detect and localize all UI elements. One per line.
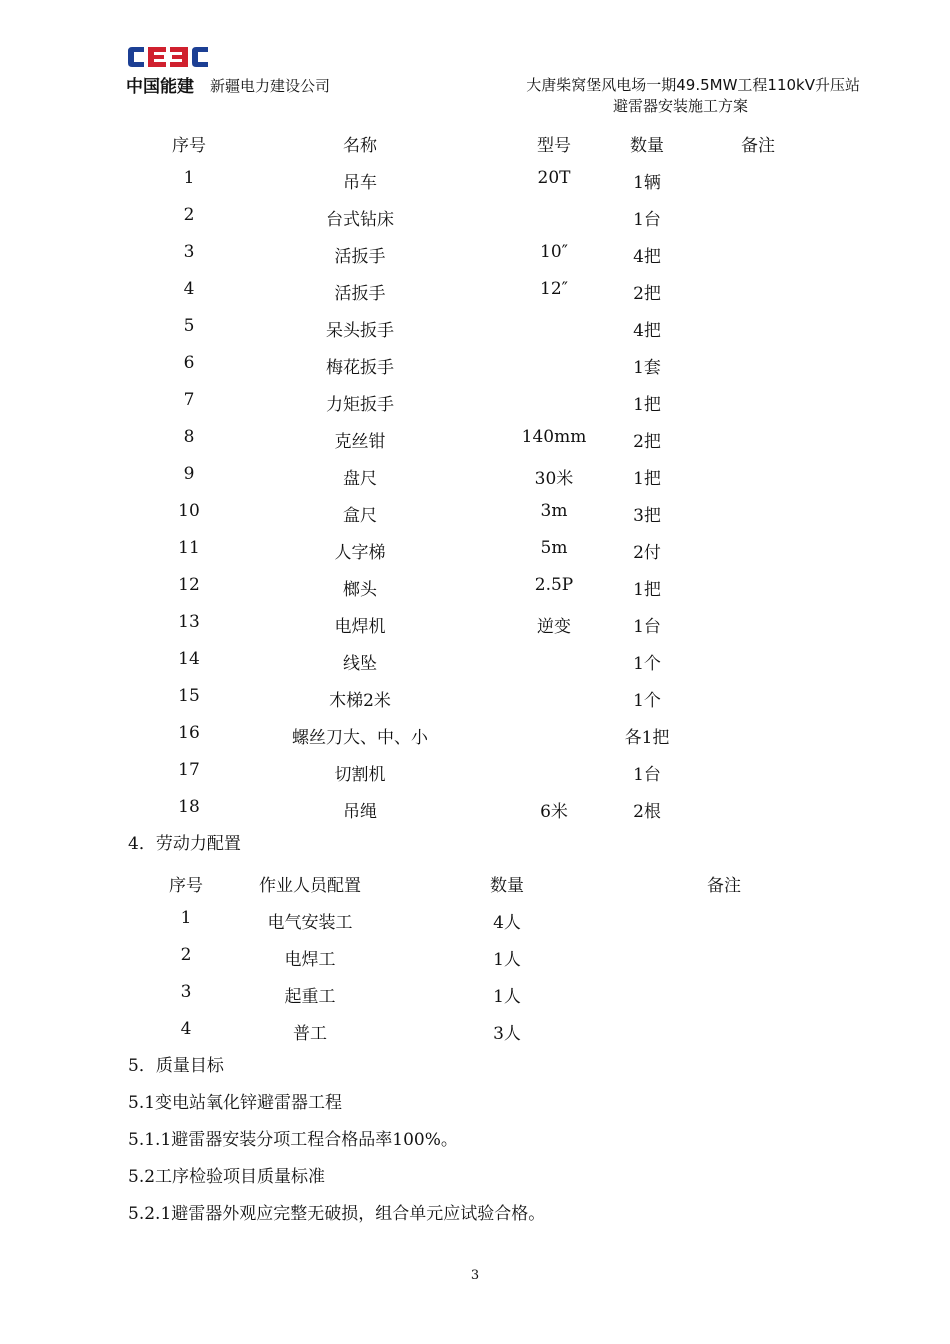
cell-model: 12″ (540, 279, 568, 299)
cell-no: 1 (180, 908, 192, 928)
cell-no: 2 (183, 205, 195, 225)
paragraph-5-1-1: 5.1.1避雷器安装分项工程合格品率100%。 (128, 1130, 458, 1150)
cell-name: 活扳手 (334, 247, 386, 267)
logo-chinese-name: 中国能建 (126, 77, 194, 97)
cell-model: 6米 (540, 802, 568, 822)
cell-name: 力矩扳手 (326, 395, 394, 415)
cell-staff: 电气安装工 (267, 913, 353, 933)
cell-no: 6 (183, 353, 195, 373)
cell-model: 140mm (521, 427, 587, 447)
cell-model: 20T (537, 168, 571, 188)
cell-qty: 4把 (633, 321, 661, 341)
cell-name: 盘尺 (343, 469, 377, 489)
section-4-title: 4．劳动力配置 (128, 834, 241, 854)
ceec-logo-icon (126, 44, 210, 70)
cell-no: 8 (183, 427, 195, 447)
col-header-qty: 数量 (630, 136, 664, 156)
page-header (126, 44, 860, 119)
table-row (128, 198, 848, 235)
col-header-remark: 备注 (707, 876, 741, 896)
cell-model: 10″ (540, 242, 568, 262)
cell-qty: 1把 (633, 395, 661, 415)
cell-no: 9 (183, 464, 195, 484)
cell-qty: 2付 (633, 543, 661, 563)
table-row (128, 642, 848, 679)
cell-name: 榔头 (343, 580, 377, 600)
cell-no: 2 (180, 945, 192, 965)
cell-no: 7 (183, 390, 195, 410)
table-row (128, 605, 848, 642)
cell-no: 4 (183, 279, 195, 299)
table-row (128, 938, 848, 975)
col-header-no: 序号 (172, 136, 206, 156)
table-row (128, 346, 848, 383)
cell-qty: 1人 (493, 987, 521, 1007)
cell-name: 螺丝刀大、中、小 (292, 728, 428, 748)
tools-table-body (128, 161, 848, 827)
cell-no: 13 (178, 612, 200, 632)
table-row (128, 975, 848, 1012)
cell-model: 3m (540, 501, 568, 521)
cell-no: 1 (183, 168, 195, 188)
cell-no: 18 (178, 797, 200, 817)
cell-qty: 1台 (633, 210, 661, 230)
cell-name: 切割机 (334, 765, 386, 785)
cell-name: 人字梯 (334, 543, 386, 563)
cell-qty: 4人 (493, 913, 521, 933)
col-header-qty: 数量 (490, 876, 524, 896)
table-row (128, 901, 848, 938)
cell-qty: 1个 (633, 654, 661, 674)
table-row (128, 568, 848, 605)
col-header-name: 名称 (343, 136, 377, 156)
table-row (128, 790, 848, 827)
cell-no: 4 (180, 1019, 192, 1039)
company-name: 新疆电力建设公司 (210, 77, 331, 95)
cell-name: 盒尺 (343, 506, 377, 526)
cell-qty: 1台 (633, 617, 661, 637)
tools-table (128, 124, 848, 827)
cell-staff: 普工 (293, 1024, 327, 1044)
table-row (128, 420, 848, 457)
table-row (128, 235, 848, 272)
table-row (128, 457, 848, 494)
labor-table-body (128, 901, 848, 1049)
cell-name: 克丝钳 (334, 432, 386, 452)
labor-table-header (128, 864, 848, 901)
paragraph-5-2-1: 5.2.1避雷器外观应完整无破损，组合单元应试验合格。 (128, 1204, 546, 1224)
cell-name: 活扳手 (334, 284, 386, 304)
col-header-staff: 作业人员配置 (259, 876, 361, 896)
cell-name: 电焊机 (334, 617, 386, 637)
cell-qty: 4把 (633, 247, 661, 267)
cell-name: 呆头扳手 (326, 321, 394, 341)
cell-no: 3 (183, 242, 195, 262)
cell-qty: 2把 (633, 284, 661, 304)
table-row (128, 531, 848, 568)
cell-staff: 电焊工 (284, 950, 336, 970)
table-row (128, 753, 848, 790)
table-row (128, 716, 848, 753)
col-header-no: 序号 (169, 876, 203, 896)
labor-table (128, 864, 848, 1049)
cell-no: 16 (178, 723, 200, 743)
cell-qty: 1套 (633, 358, 661, 378)
cell-qty: 1个 (633, 691, 661, 711)
project-title-line2: 避雷器安装施工方案 (612, 97, 748, 115)
cell-staff: 起重工 (284, 987, 336, 1007)
table-row (128, 494, 848, 531)
cell-model: 30米 (534, 469, 574, 489)
cell-qty: 各1把 (624, 728, 670, 748)
cell-name: 线坠 (343, 654, 377, 674)
cell-model: 5m (540, 538, 568, 558)
col-header-remark: 备注 (741, 136, 775, 156)
cell-qty: 2根 (633, 802, 661, 822)
cell-qty: 3把 (633, 506, 661, 526)
cell-no: 3 (180, 982, 192, 1002)
cell-no: 10 (178, 501, 200, 521)
table-row (128, 1012, 848, 1049)
paragraph-5-2: 5.2工序检验项目质量标准 (128, 1167, 326, 1187)
cell-no: 5 (183, 316, 195, 336)
cell-qty: 1把 (633, 469, 661, 489)
cell-qty: 3人 (493, 1024, 521, 1044)
table-row (128, 309, 848, 346)
cell-name: 台式钻床 (326, 210, 394, 230)
cell-name: 吊绳 (343, 802, 377, 822)
cell-name: 梅花扳手 (326, 358, 394, 378)
cell-qty: 1把 (633, 580, 661, 600)
ceec-logo (126, 44, 210, 97)
table-row (128, 383, 848, 420)
cell-no: 17 (178, 760, 200, 780)
col-header-model: 型号 (537, 136, 571, 156)
table-row (128, 272, 848, 309)
cell-model: 2.5P (534, 575, 574, 595)
cell-qty: 1人 (493, 950, 521, 970)
cell-qty: 1台 (633, 765, 661, 785)
cell-no: 15 (178, 686, 200, 706)
section-5-title: 5．质量目标 (128, 1056, 224, 1076)
tools-table-header (128, 124, 848, 161)
paragraph-5-1: 5.1变电站氧化锌避雷器工程 (128, 1093, 343, 1113)
cell-qty: 2把 (633, 432, 661, 452)
table-row (128, 161, 848, 198)
project-title (526, 75, 860, 117)
cell-qty: 1辆 (633, 173, 661, 193)
cell-no: 11 (178, 538, 200, 558)
project-title-line1: 大唐柴窝堡风电场一期49.5MW工程110kV升压站 (526, 76, 860, 94)
cell-name: 吊车 (343, 173, 377, 193)
cell-name: 木梯2米 (329, 691, 391, 711)
page-number: 3 (470, 1268, 480, 1283)
cell-no: 14 (178, 649, 200, 669)
cell-no: 12 (178, 575, 200, 595)
table-row (128, 679, 848, 716)
cell-model: 逆变 (537, 617, 571, 637)
